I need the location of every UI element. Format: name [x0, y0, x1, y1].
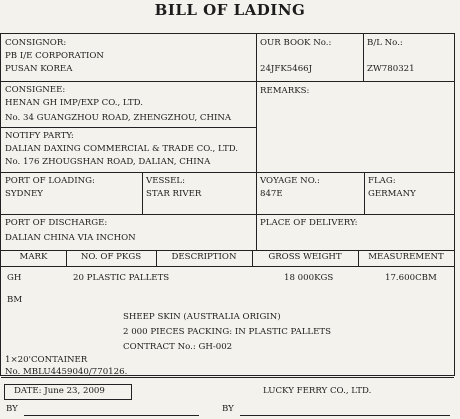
place-of-delivery-label: PLACE OF DELIVERY: [260, 218, 358, 228]
description-line-2: 2 000 PIECES PACKING: IN PLASTIC PALLETS [123, 327, 332, 337]
bl-no-label: B/L No.: [367, 38, 403, 48]
container-number: No. MBLU4459040/770126. [5, 367, 128, 377]
vessel-value: STAR RIVER [146, 189, 202, 199]
signature-line-left [24, 415, 199, 416]
port-of-discharge-label: PORT OF DISCHARGE: [5, 218, 108, 228]
flag-section [368, 175, 416, 201]
consignee-section [5, 84, 231, 125]
notify-party-address: No. 176 ZHOUGSHAN ROAD, DALIAN, CHINA [5, 157, 211, 167]
notify-party-name: DALIAN DAXING COMMERCIAL & TRADE CO., LTD. [5, 144, 239, 154]
vessel-section [146, 175, 201, 201]
header-no-of-pkgs: NO. OF PKGS [80, 252, 142, 262]
consignor-label: CONSIGNOR: [5, 38, 67, 48]
consignor-address: PUSAN KOREA [5, 64, 73, 74]
flag-label: FLAG: [368, 176, 396, 186]
our-book-section [260, 37, 331, 76]
document-title: BILL OF LADING [154, 1, 306, 19]
signature-by-right: BY [222, 404, 234, 414]
port-of-discharge-value: DALIAN CHINA VIA INCHON [5, 233, 136, 243]
remarks-section [260, 85, 309, 98]
header-gross-weight: GROSS WEIGHT [268, 252, 342, 262]
voyage-value: 847E [260, 189, 283, 199]
place-of-delivery-section [260, 217, 357, 230]
header-description: DESCRIPTION [171, 252, 237, 262]
our-book-value: 24JFK5466J [260, 64, 313, 74]
mark-value-2: BM [7, 295, 23, 305]
description-line-1: SHEEP SKIN (AUSTRALIA ORIGIN) [123, 312, 281, 322]
our-book-label: OUR BOOK No.: [260, 38, 332, 48]
footer-carrier: LUCKY FERRY CO., LTD. [263, 386, 372, 396]
consignee-name: HENAN GH IMP/EXP CO., LTD. [5, 98, 143, 108]
vessel-label: VESSEL: [146, 176, 185, 186]
gross-weight-value: 18 000KGS [284, 273, 334, 283]
consignor-name: PB I/E CORPORATION [5, 51, 104, 61]
description-line-3: CONTRACT No.: GH-002 [123, 342, 233, 352]
header-mark: MARK [19, 252, 48, 262]
consignee-label: CONSIGNEE: [5, 85, 66, 95]
flag-value: GERMANY [368, 189, 416, 199]
consignor-section [5, 37, 104, 76]
voyage-section [260, 175, 320, 201]
header-measurement: MEASUREMENT [368, 252, 444, 262]
bl-no-section [367, 37, 415, 76]
notify-party-section [5, 130, 238, 169]
port-of-loading-section [5, 175, 95, 201]
bill-of-lading-form [0, 33, 455, 376]
signature-line-right [240, 415, 450, 416]
signature-by-left: BY [6, 404, 18, 414]
bl-no-value: ZW780321 [367, 64, 415, 74]
port-of-loading-value: SYDNEY [5, 189, 43, 199]
measurement-value: 17.600CBM [385, 273, 437, 283]
port-of-discharge-section [5, 217, 136, 245]
notify-party-label: NOTIFY PARTY: [5, 131, 74, 141]
footer-date: DATE: June 23, 2009 [14, 386, 105, 396]
pkgs-value: 20 PLASTIC PALLETS [73, 273, 170, 283]
consignee-address: No. 34 GUANGZHOU ROAD, ZHENGZHOU, CHINA [5, 113, 232, 123]
port-of-loading-label: PORT OF LOADING: [5, 176, 95, 186]
mark-value: GH [7, 273, 22, 283]
voyage-label: VOYAGE NO.: [260, 176, 320, 186]
container-count: 1×20'CONTAINER [5, 355, 88, 365]
remarks-label: REMARKS: [260, 86, 310, 96]
